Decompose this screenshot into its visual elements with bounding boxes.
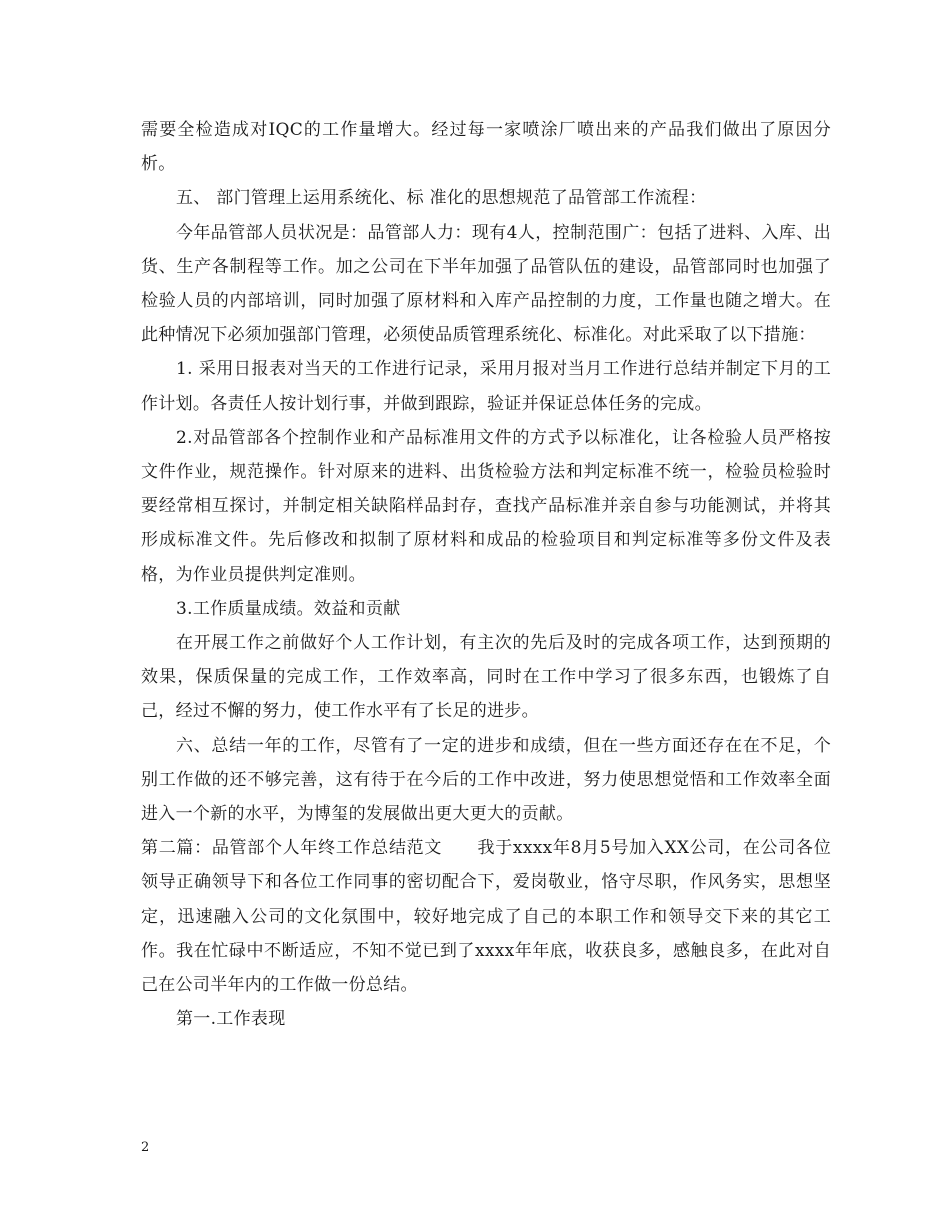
paragraph-6: 3.工作质量成绩。效益和贡献 [176,598,401,619]
paragraph-10: 第一.工作表现 [176,1009,286,1030]
paragraph-9: 第二篇：品管部个人年终工作总结范文 我于xxxx年8月5号加入XX公司，在公司各位领导正确领导下和各位工作同事的密切配合下，爱岗敬业，恪守尽职，作风务实，思想坚定，迅速融入公司的文化氛围中，较好地完成了自己的本职工作和领导交下来的其它工作。我在忙碌中不断适应，不知不觉已到了xxxx年年底，收获良多，感触良多，在此对自己在公司半年内的工作做一份总结。 [141,838,831,996]
paragraph-5: 2.对品管部各个控制作业和产品标准用文件的方式予以标准化，让各检验人员严格按文件作业，规范操作。针对原来的进料、出货检验方法和判定标准不统一，检验员检验时要经常相互探讨，并制定相关缺陷样品封存，查找产品标准并亲自参与功能测试，并将其形成标准文件。先后修改和拟制了原材料和成品的检验项目和判定标准等多份文件及表格，为作业员提供判定准则。 [141,427,831,585]
document-body [141,113,831,1036]
paragraph-3: 今年品管部人员状况是：品管部人力：现有4人，控制范围广：包括了进料、入库、出货、生产各制程等工作。加之公司在下半年加强了品管队伍的建设，品管部同时也加强了检验人员的内部培训，同时加强了原材料和入库产品控制的力度，工作量也随之增大。在此种情况下必须加强部门管理，必须使品质管理系统化、标准化。对此采取了以下措施： [141,222,831,346]
paragraph-1: 需要全检造成对IQC的工作量增大。经过每一家喷涂厂喷出来的产品我们做出了原因分析。 [141,120,831,175]
paragraph-2: 五、 部门管理上运用系统化、标 准化的思想规范了品管部工作流程： [176,188,707,209]
paragraph-4: 1. 采用日报表对当天的工作进行记录，采用月报对当月工作进行总结并制定下月的工作计划。各责任人按计划行事，并做到跟踪，验证并保证总体任务的完成。 [141,359,831,414]
paragraph-8: 六、总结一年的工作，尽管有了一定的进步和成绩，但在一些方面还存在在不足，个别工作做的还不够完善，这有待于在今后的工作中改进，努力使思想觉悟和工作效率全面进入一个新的水平，为博玺的发展做出更大更大的贡献。 [141,735,831,825]
paragraph-7: 在开展工作之前做好个人工作计划，有主次的先后及时的完成各项工作，达到预期的效果，保质保量的完成工作，工作效率高，同时在工作中学习了很多东西，也锻炼了自己，经过不懈的努力，使工作水平有了长足的进步。 [141,633,831,722]
page-number: 2 [141,1140,150,1155]
